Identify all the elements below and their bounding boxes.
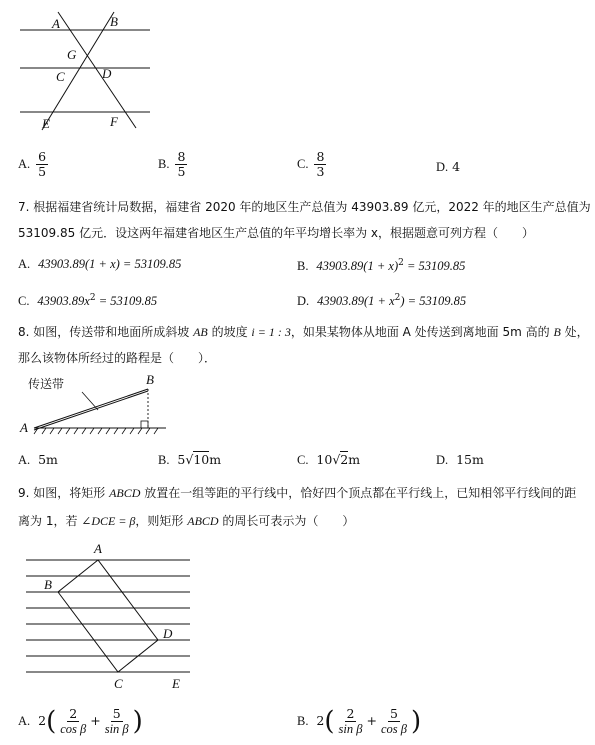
fig9-label-b: B [44,577,52,592]
sqrt-icon: √ [332,452,341,467]
fig8-belt-label: 传送带 [28,377,65,391]
fig6-label-b: B [110,14,118,29]
q8-question-line-2: 那么该物体所经过的路程是（ ）． [18,351,217,365]
fig6-label-e: E [42,116,50,131]
q7-option-a[interactable]: A. 43903.89(1 + x) = 53109.85 [18,257,182,271]
q6-option-c[interactable]: C. $\frac{8}{3}$ [297,149,325,179]
q8-option-d[interactable]: D. 15m [436,452,484,467]
q9-question-line-2: 离为 1，若 ∠DCE = β，则矩形 ABCD 的周长可表示为（ ） [18,514,355,528]
q8-option-c[interactable]: C. 10√2m [297,452,361,467]
q9-question-line-1: 9. 如图，将矩形 ABCD 放置在一组等距的平行线中，恰好四个顶点都在平行线上，已知相邻平行线间的距 [18,486,577,500]
q6-option-a-fraction: $\frac{6}{5}$ [38,149,47,179]
fig6-label-d: D [102,66,112,81]
fig9-label-e: E [172,676,180,691]
q6-option-a[interactable]: A. $\frac{6}{5}$ [18,149,47,179]
q9-option-b[interactable]: B. 2( $\frac{2}{\text{sin β}}$ + $\frac{5}{\text{cos β}}$ ) [297,706,422,737]
q7-option-b[interactable]: B. $43903.89(1 + x)^2 = 53109.85$ [297,258,466,274]
fig8-label-b: B [146,372,154,387]
figure-q8-conveyor [14,372,174,440]
q6-option-b-fraction: $\frac{8}{5}$ [177,149,186,179]
q9-option-a-fraction-2: $\frac{5}{\text{sin β}}$ [104,706,129,736]
q6-option-c-fraction: $\frac{8}{3}$ [316,149,325,179]
figure-q6-parallel-lines [14,6,154,136]
q7-question-line-1: 7. 根据福建省统计局数据，福建省 2020 年的地区生产总值为 43903.89 亿元，2022 年的地区生产总值为 [18,200,591,214]
q8-option-b[interactable]: B. 5√10m [158,452,222,467]
fig6-label-c: C [56,69,65,84]
q9-option-b-fraction-2: $\frac{5}{\text{cos β}}$ [380,706,407,736]
q6-option-b[interactable]: B. $\frac{8}{5}$ [158,149,186,179]
q9-option-a-fraction-1: $\frac{2}{\text{cos β}}$ [60,706,87,736]
fig9-label-a: A [94,541,102,556]
fig9-label-c: C [114,676,123,691]
fig6-label-g: G [67,47,77,62]
fig6-label-a: A [52,16,60,31]
q7-question-line-2: 53109.85 亿元．设这两年福建省地区生产总值的年平均增长率为 x，根据题意可列方程（ ） [18,226,534,240]
q6-option-d[interactable]: D. 4 [436,159,461,174]
q9-option-a[interactable]: A. 2( $\frac{2}{\text{cos β}}$ + $\frac{5}{\text{sin β}}$ ) [18,706,143,737]
q7-option-c[interactable]: C. $43903.89x^2 = 53109.85$ [18,293,158,309]
figure-q9-rectangle [22,540,202,692]
sqrt-icon: √ [185,452,194,467]
fig8-label-a: A [20,420,28,435]
q8-question-line-1: 8. 如图，传送带和地面所成斜坡 AB 的坡度 i = 1 : 3，如果某物体从地面 A 处传送到离地面 5m 高的 B 处， [18,325,589,339]
q8-option-a[interactable]: A. 5m [18,452,58,467]
q7-option-d[interactable]: D. $43903.89(1 + x^2) = 53109.85$ [297,293,467,309]
q9-option-b-fraction-1: $\frac{2}{\text{sin β}}$ [338,706,363,736]
fig6-label-f: F [110,114,118,129]
fig9-label-d: D [163,626,173,641]
